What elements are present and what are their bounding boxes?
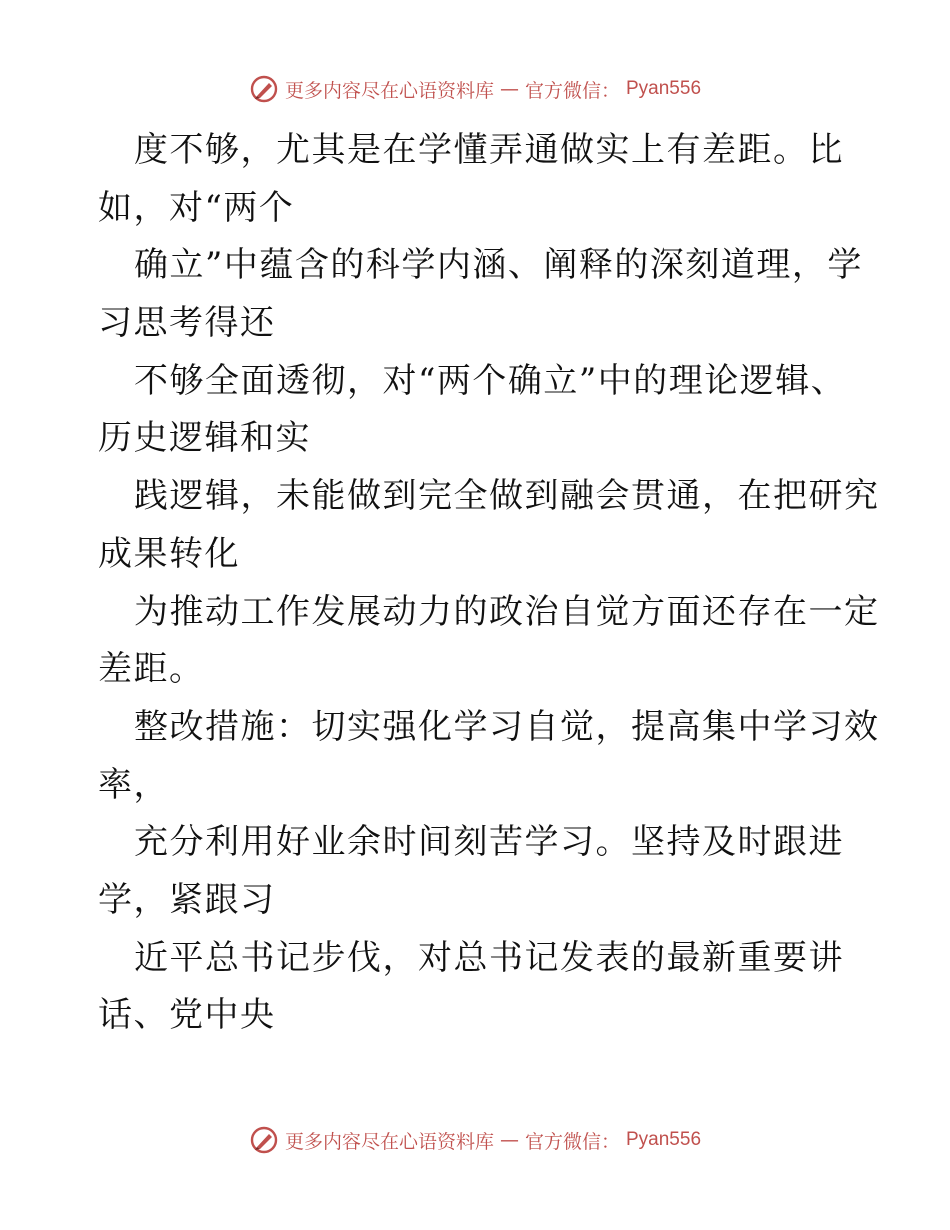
body-line: 话、党中央 [98, 995, 276, 1036]
body-line: 学，紧跟习 [98, 879, 276, 920]
body-line: 为推动工作发展动力的政治自觉方面还存在一定 [134, 591, 880, 632]
body-line: 习思考得还 [98, 303, 276, 344]
footer-wechat-id: Pyan556 [626, 1129, 702, 1150]
body-line: 成果转化 [98, 533, 240, 574]
header-dash: — [499, 78, 519, 100]
body-line: 整改措施：切实强化学习自觉，提高集中学习效 [134, 706, 880, 747]
body-line: 确立”中蕴含的科学内涵、阐释的深刻道理，学 [134, 245, 863, 286]
body-line: 差距。 [98, 649, 205, 690]
header-banner [0, 74, 950, 104]
body-line: 如，对“两个 [98, 187, 295, 228]
header-wechat-label: 官方微信： [524, 79, 620, 102]
document-body [98, 122, 880, 1045]
body-line: 充分利用好业余时间刻苦学习。坚持及时跟进 [134, 822, 844, 863]
footer-site-text: 更多内容尽在心语资料库 [284, 1130, 494, 1153]
body-line: 率， [98, 764, 169, 805]
body-line: 践逻辑，未能做到完全做到融会贯通，在把研究 [134, 476, 880, 517]
footer-banner [0, 1125, 950, 1155]
body-line: 度不够，尤其是在学懂弄通做实上有差距。比 [134, 130, 844, 170]
header-wechat-id: Pyan556 [626, 78, 702, 99]
body-line: 历史逻辑和实 [98, 418, 311, 459]
body-line: 近平总书记步伐，对总书记发表的最新重要讲 [134, 937, 844, 978]
footer-wechat-label: 官方微信： [524, 1130, 620, 1153]
footer-dash: — [499, 1129, 519, 1151]
pen-logo-icon [249, 1125, 279, 1155]
body-line: 不够全面透彻，对“两个确立”中的理论逻辑、 [134, 360, 847, 401]
pen-logo-icon [249, 74, 279, 104]
header-site-text: 更多内容尽在心语资料库 [284, 79, 494, 102]
